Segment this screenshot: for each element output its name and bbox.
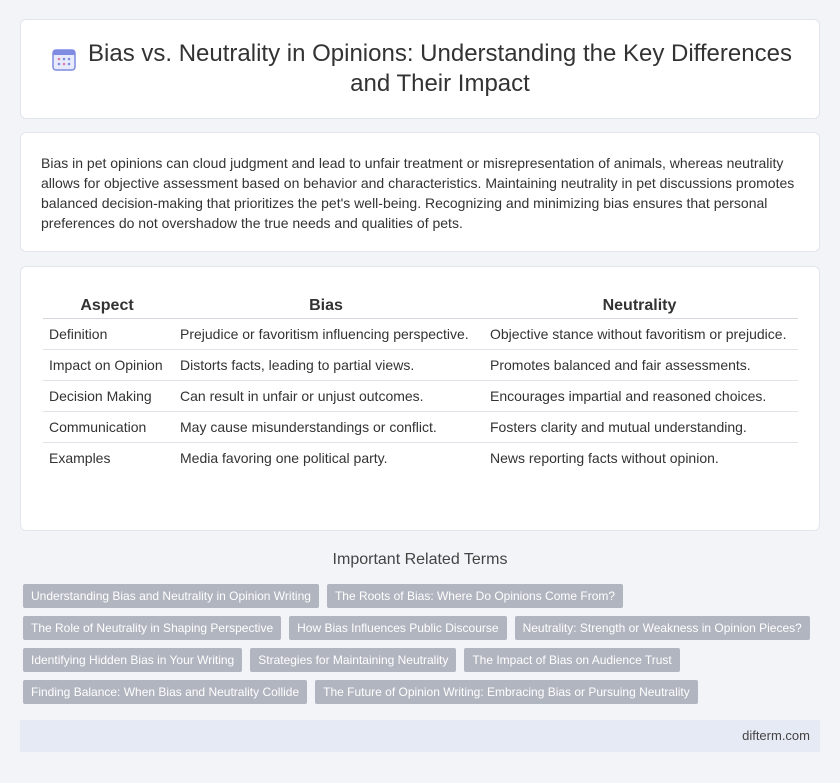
table-cell: Promotes balanced and fair assessments. [481, 350, 798, 381]
table-cell: Objective stance without favoritism or prejudice. [481, 319, 798, 350]
related-term-link[interactable]: Identifying Hidden Bias in Your Writing [23, 648, 242, 672]
related-term-link[interactable]: The Future of Opinion Writing: Embracing Bias or Pursuing Neutrality [315, 680, 698, 704]
table-cell: Fosters clarity and mutual understanding. [481, 412, 798, 443]
tag-row [23, 680, 823, 704]
table-row [43, 443, 798, 473]
tag-row [23, 648, 823, 672]
tag-row [23, 584, 823, 608]
footer-site-link[interactable]: difterm.com [742, 728, 810, 743]
related-term-link[interactable]: The Role of Neutrality in Shaping Perspective [23, 616, 281, 640]
table-cell: Distorts facts, leading to partial views. [171, 350, 481, 381]
column-header-neutrality: Neutrality [481, 293, 798, 319]
intro-text: Bias in pet opinions can cloud judgment and lead to unfair treatment or misrepresentation of animals, whereas neutrality allows for objective assessment based on behavior and characteristics. Maintaining neutrality in pet discussions promotes balanced decision-making that prioritizes the pet's well-being. Recognizing and minimizing bias ensures that personal preferences do not overshadow the true needs and qualities of pets. [41, 155, 795, 231]
table-cell: Can result in unfair or unjust outcomes. [171, 381, 481, 412]
table-header-row [43, 293, 798, 319]
related-term-link[interactable]: Finding Balance: When Bias and Neutrality Collide [23, 680, 307, 704]
related-terms-heading: Important Related Terms [332, 551, 508, 568]
footer [20, 720, 820, 752]
table-cell: Examples [49, 450, 111, 466]
table-row [43, 350, 798, 381]
related-term-link[interactable]: Understanding Bias and Neutrality in Opinion Writing [23, 584, 319, 608]
related-term-link[interactable]: How Bias Influences Public Discourse [289, 616, 506, 640]
table-cell: May cause misunderstandings or conflict. [171, 412, 481, 443]
comparison-table-card [20, 266, 820, 531]
table-cell: Communication [43, 412, 171, 443]
related-terms-list [23, 584, 823, 712]
column-header-bias: Bias [171, 293, 481, 319]
table-row [43, 381, 798, 412]
table-cell: Decision Making [43, 381, 171, 412]
header-card [20, 19, 820, 119]
related-term-link[interactable]: Neutrality: Strength or Weakness in Opinion Pieces? [515, 616, 810, 640]
related-term-link[interactable]: Strategies for Maintaining Neutrality [250, 648, 456, 672]
table-cell: Prejudice or favoritism influencing perspective. [171, 319, 481, 350]
related-term-link[interactable]: The Roots of Bias: Where Do Opinions Come From? [327, 584, 623, 608]
intro-card [20, 132, 820, 252]
table-cell: Encourages impartial and reasoned choices. [481, 381, 798, 412]
page-title: Bias vs. Neutrality in Opinions: Understanding the Key Differences and Their Impact [88, 40, 792, 97]
table-cell: Media favoring one political party. [180, 450, 388, 466]
table-row [43, 412, 798, 443]
table-cell: Definition [43, 319, 171, 350]
comparison-table [43, 293, 798, 473]
table-cell: Impact on Opinion [43, 350, 171, 381]
table-cell: News reporting facts without opinion. [490, 450, 719, 466]
column-header-aspect: Aspect [43, 293, 171, 319]
tag-row [23, 616, 823, 640]
table-row [43, 319, 798, 350]
related-term-link[interactable]: The Impact of Bias on Audience Trust [464, 648, 679, 672]
